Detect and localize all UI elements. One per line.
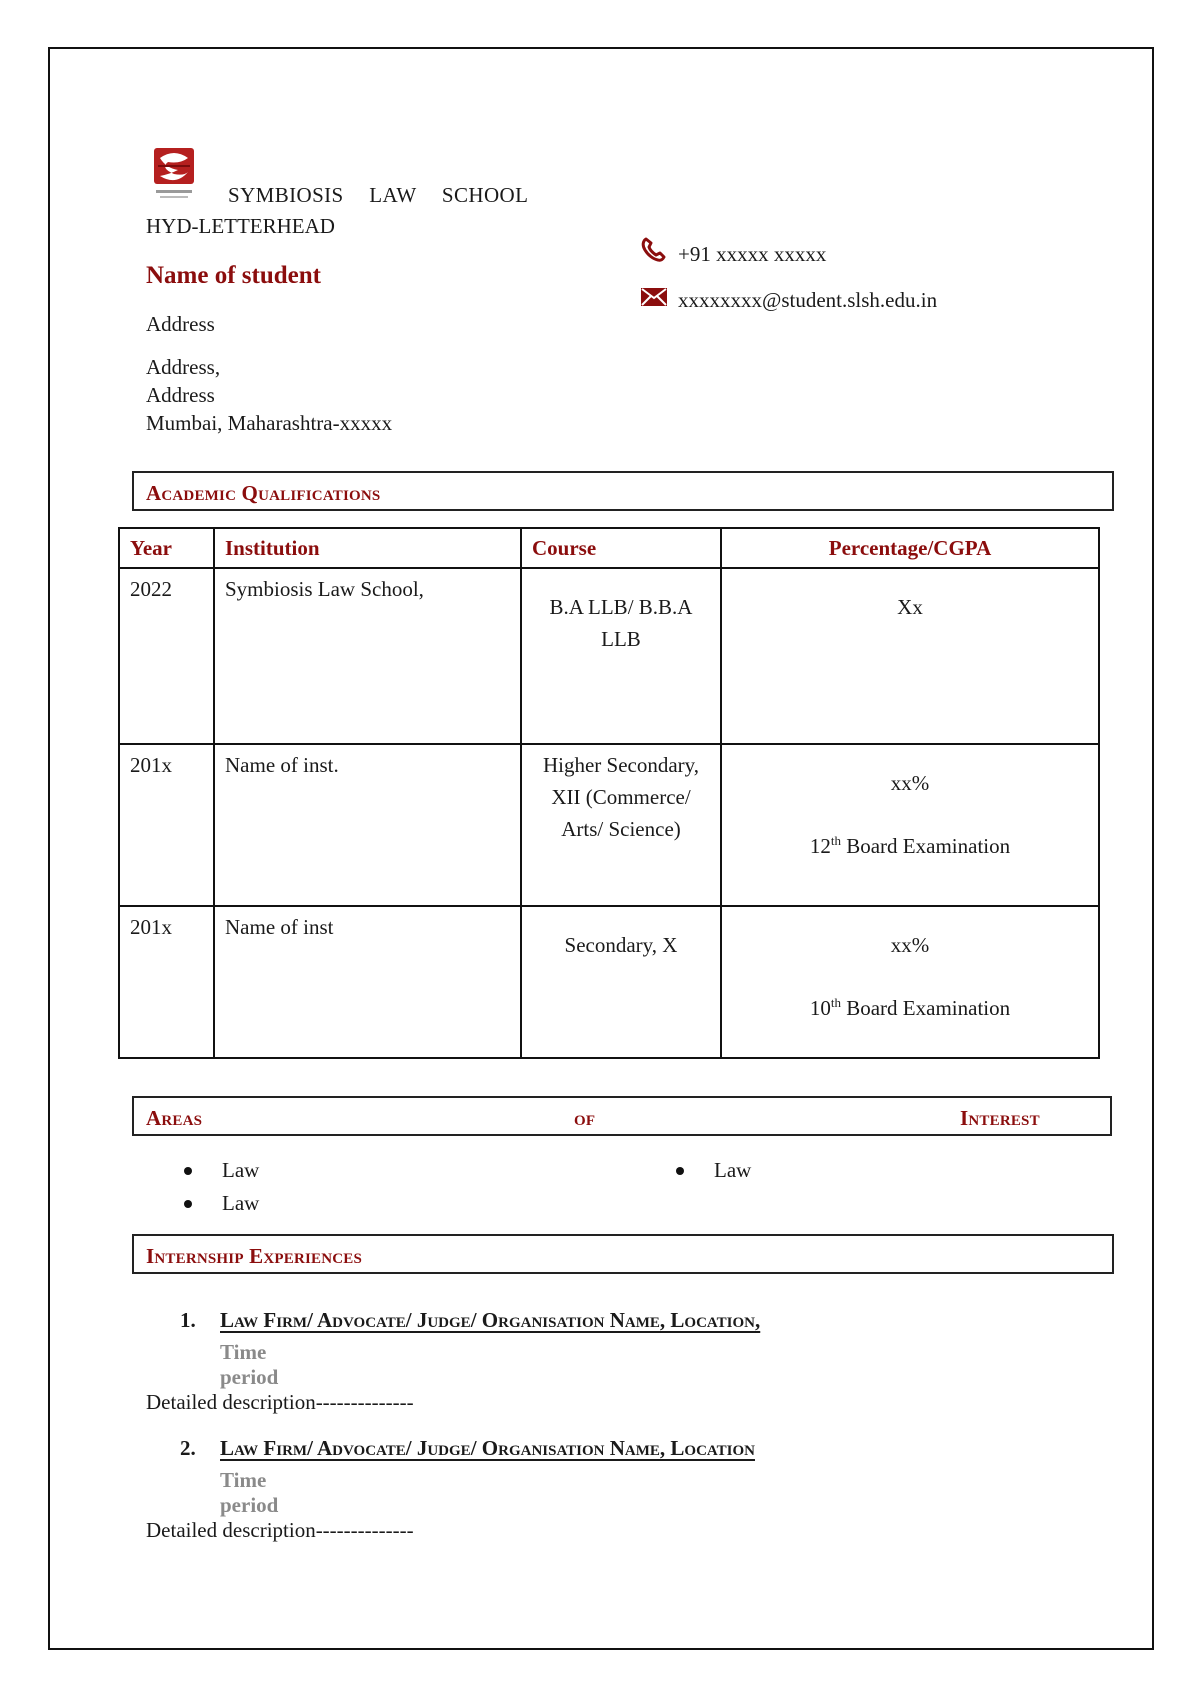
interests-section-header <box>132 1096 1112 1136</box>
student-name: Name of student <box>146 262 321 289</box>
address-line: Address <box>146 383 215 407</box>
board-note: 12th Board Examination <box>809 833 1011 858</box>
phone-number: +91 xxxxx xxxxx <box>678 241 827 266</box>
score-cell <box>721 744 1099 906</box>
internship-description: Detailed description-------------- <box>146 1518 414 1542</box>
section-title-word: of <box>574 1106 596 1130</box>
table-row <box>119 568 1099 744</box>
table-header-row <box>119 528 1099 568</box>
internship-description: Detailed description-------------- <box>146 1390 414 1414</box>
letterhead-label: HYD-LETTERHEAD <box>146 214 335 238</box>
institution-cell: Name of inst. <box>214 744 521 906</box>
table-row <box>119 744 1099 906</box>
course-cell: B.A LLB/ B.B.A LLB <box>521 568 721 744</box>
list-number: 1. <box>180 1308 196 1332</box>
institution-cell: Symbiosis Law School, <box>214 568 521 744</box>
internship-heading: Law Firm/ Advocate/ Judge/ Organisation Name, Location <box>220 1436 755 1460</box>
score-value: xx% <box>890 933 930 957</box>
section-title: Academic Qualifications <box>146 481 381 505</box>
section-title-word: Interest <box>960 1106 1040 1130</box>
score-cell: Xx <box>721 568 1099 744</box>
address-line: Mumbai, Maharashtra-xxxxx <box>146 411 393 435</box>
year-cell: 201x <box>119 744 214 906</box>
internship-heading: Law Firm/ Advocate/ Judge/ Organisation Name, Location, <box>220 1308 761 1332</box>
year-cell: 2022 <box>119 568 214 744</box>
section-title-word: Areas <box>146 1106 203 1130</box>
column-header: Percentage/CGPA <box>721 528 1099 568</box>
list-item: Law <box>184 1187 259 1220</box>
column-header: Course <box>521 528 721 568</box>
address-line: Address <box>146 312 215 336</box>
school-logo <box>150 146 198 202</box>
course-cell: Secondary, X <box>521 906 721 1058</box>
bullet-icon <box>184 1200 192 1208</box>
list-item: Law <box>184 1154 259 1187</box>
bullet-icon <box>184 1167 192 1175</box>
list-item: Law <box>676 1154 751 1187</box>
email-contact[interactable] <box>640 286 937 314</box>
time-period: Time period <box>220 1468 279 1517</box>
bullet-icon <box>676 1167 684 1175</box>
school-name: SYMBIOSIS LAW SCHOOL <box>228 183 529 207</box>
score-value: xx% <box>890 771 930 795</box>
phone-icon <box>640 237 668 270</box>
institution-cell: Name of inst <box>214 906 521 1058</box>
internships-section-header <box>132 1234 1114 1274</box>
time-period: Time period <box>220 1340 279 1389</box>
academic-table <box>118 527 1100 1059</box>
board-note: 10th Board Examination <box>809 995 1011 1020</box>
address-line: Address, <box>146 355 221 379</box>
academic-section-header <box>132 471 1114 511</box>
table-row <box>119 906 1099 1058</box>
section-title: Internship Experiences <box>146 1244 363 1268</box>
course-cell: Higher Secondary, XII (Commerce/ Arts/ Science) <box>521 744 721 906</box>
envelope-icon <box>640 286 668 314</box>
phone-contact <box>640 237 826 270</box>
year-cell: 201x <box>119 906 214 1058</box>
score-cell <box>721 906 1099 1058</box>
email-address[interactable]: xxxxxxxx@student.slsh.edu.in <box>678 288 938 312</box>
column-header: Year <box>119 528 214 568</box>
list-number: 2. <box>180 1436 196 1460</box>
column-header: Institution <box>214 528 521 568</box>
